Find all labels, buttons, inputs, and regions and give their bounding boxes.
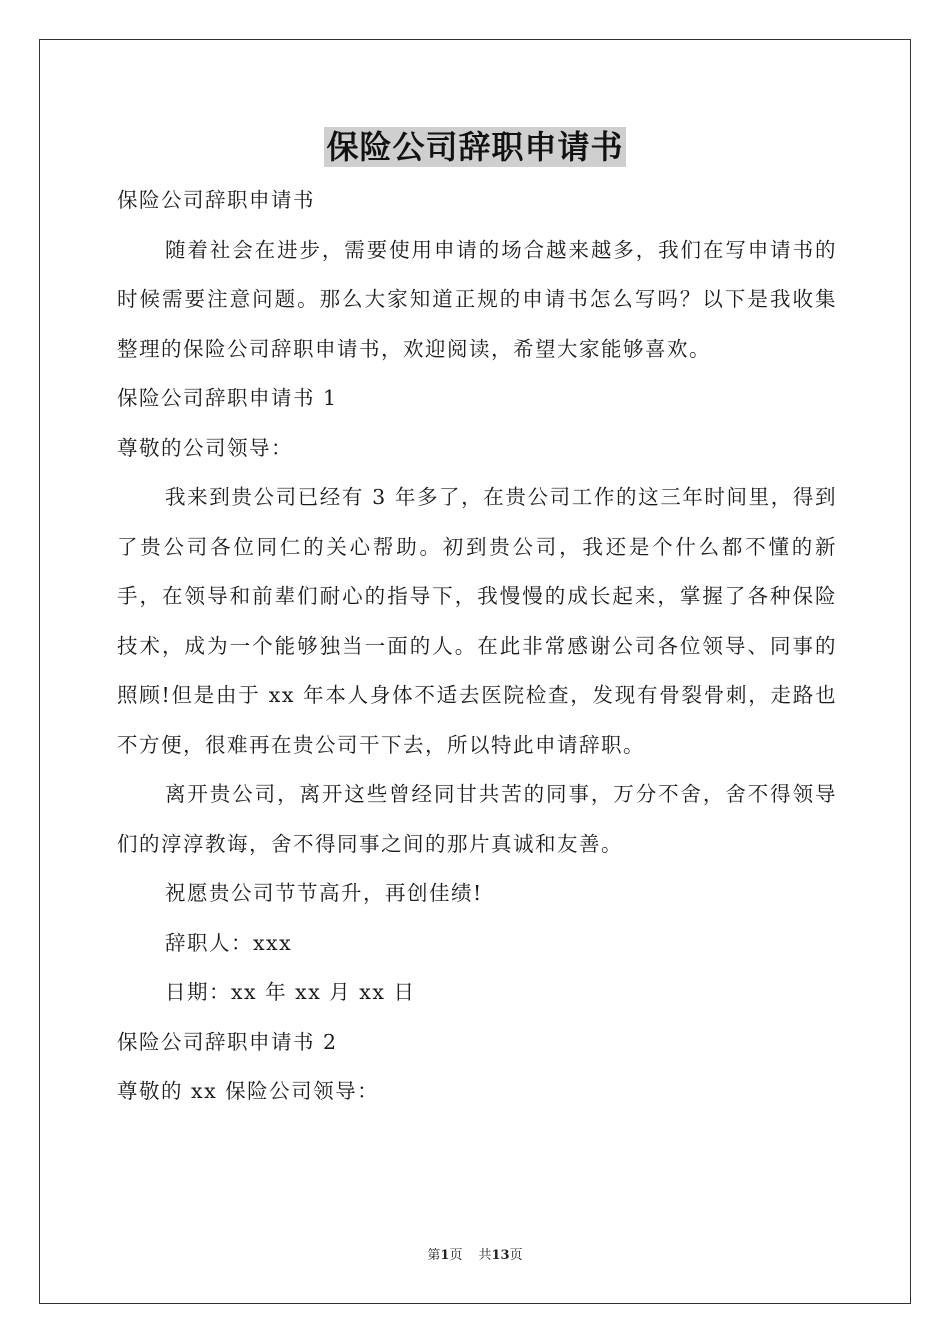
paragraph-heading: 保险公司辞职申请书 xyxy=(117,188,315,212)
document-title: 保险公司辞职申请书 xyxy=(326,128,624,166)
salutation-2: 尊敬的 xx 保险公司领导： xyxy=(117,1079,380,1103)
date-line: 日期：xx 年 xx 月 xx 日 xyxy=(165,980,416,1004)
page-total: 13 xyxy=(491,1248,510,1263)
page-suffix: 页 xyxy=(449,1248,463,1263)
salutation-1: 尊敬的公司领导： xyxy=(117,435,293,460)
signature-line: 辞职人：xxx xyxy=(165,930,293,955)
total-prefix: 共 xyxy=(478,1248,492,1263)
paragraph-body-1: 我来到贵公司已经有 3 年多了，在贵公司工作的这三年时间里，得到了贵公司各位同仁的关心帮助。初到贵公司，我还是个什么都不懂的新手，在领导和前辈们耐心的指导下，我慢慢的成长起来，掌握了各种保险技术，成为一个能够独当一面的人。在此非常感谢公司各位领导、同事的照顾!但是由于 xx 年本人身体不适去医院检查，发现有骨裂骨刺，走路也不方便，很难再在贵公司干下去，所以特此申请辞职。 xyxy=(117,485,837,757)
section-heading-2: 保险公司辞职申请书 2 xyxy=(117,1029,338,1054)
page-current: 1 xyxy=(440,1248,450,1263)
page-prefix: 第 xyxy=(427,1248,441,1263)
page-footer xyxy=(0,1247,950,1265)
paragraph-wishes: 祝愿贵公司节节高升，再创佳绩! xyxy=(165,881,483,905)
title-container xyxy=(0,127,950,167)
section-heading-1: 保险公司辞职申请书 1 xyxy=(117,386,338,410)
paragraph-intro: 随着社会在进步，需要使用申请的场合越来越多，我们在写申请书的时候需要注意问题。那么大家知道正规的申请书怎么写吗？以下是我收集整理的保险公司辞职申请书，欢迎阅读，希望大家能够喜欢。 xyxy=(117,237,837,361)
total-suffix: 页 xyxy=(509,1248,523,1263)
document-body xyxy=(117,176,837,1117)
paragraph-body-2: 离开贵公司，离开这些曾经同甘共苦的同事，万分不舍，舍不得领导们的淳淳教诲，舍不得同事之间的那片真诚和友善。 xyxy=(117,782,837,856)
